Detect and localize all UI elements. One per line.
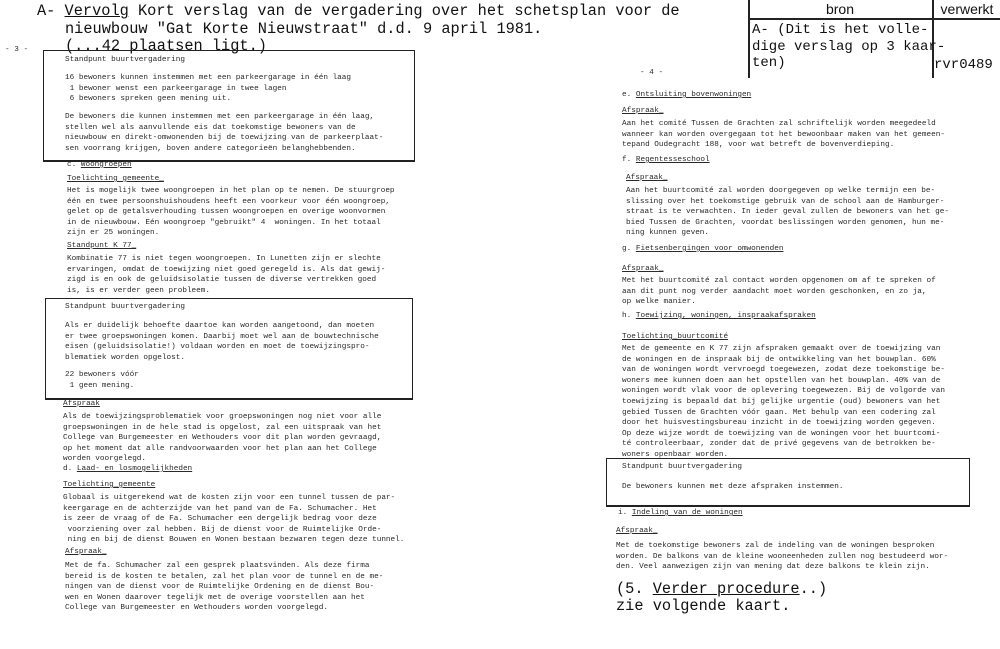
section-title: Ontsluiting bovenwoningen <box>635 91 752 99</box>
box3-text: De bewoners kunnen met deze afspraken instemmen. <box>622 483 844 491</box>
section-letter: i. <box>618 509 632 517</box>
section-title: Laad- en losmogelijkheden <box>76 465 193 473</box>
section-letter: g. <box>622 245 636 253</box>
footer-close: ..) <box>799 580 828 598</box>
section-d-sub1: Toelichting_gemeente <box>63 481 156 489</box>
section-c-heading <box>67 160 132 171</box>
header-prefix: A- <box>37 2 65 20</box>
bron-text: A- (Dit is het volle- dige verslag op 3 kaar- ten) <box>752 22 946 71</box>
section-d-para1: Globaal is uitgerekend wat de kosten zijn voor een tunnel tussen de par- keergarage en de achterzijde van het pand van de Fa. Schumacher. Het is zeer de vraag of de Fa. Schumacher een dergelijk bedrag voor deze voorziening over zal hebben. Bij de dienst voor de Ruimtelijke Orde- ning en bij de dienst Bouwen en Wonen bestaan bezwaren tegen deze tunnel. <box>63 494 405 545</box>
header-line1-text: Kort verslag van de vergadering over het schetsplan voor de <box>128 2 680 20</box>
section-c-para2: Kombinatie 77 is niet tegen woongroepen. In Lunetten zijn er slechte ervaringen, omdat de toewijzing niet goed geregeld is. Als dat gewij- zigd is en ook de geluidsisolatie tussen de diverse vertrekken goed is, is er verder geen probleem. <box>67 255 386 295</box>
box3-title: Standpunt buurtvergadering <box>622 463 742 471</box>
section-g-text: Met het buurtcomité zal contact worden opgenomen om af te spreken of aan dit punt nog verder aandacht moet worden geschonken, en zo ja, op welke manier. <box>622 277 936 307</box>
page-number-4: - 4 - <box>640 69 664 77</box>
column-bron: bron <box>825 1 855 17</box>
afspraak-c-title: Afspraak <box>63 400 100 408</box>
section-f-heading <box>622 155 710 166</box>
section-e-text: Aan het comité Tussen de Grachten zal schriftelijk worden meegedeeld wanneer kan worden overgegaan tot het bewoonbaar maken van het gemeen- tepand Oudegracht 188, voor wat betreft de bovenverdieping. <box>622 120 945 150</box>
section-i-sub: Afspraak_ <box>616 527 658 535</box>
footer-next-card: zie volgende kaart. <box>616 597 791 615</box>
box2-votes: 22 bewoners vóór 1 geen mening. <box>65 371 139 390</box>
section-c-sub2: Standpunt K 77_ <box>67 242 137 250</box>
section-g-sub: Afspraak_ <box>622 265 664 273</box>
afspraak-c-text: Als de toewijzingsproblematiek voor groepswoningen nog niet voor alle groepswoningen in de hele stad is opgelost, zal een uitspraak van het College van Burgemeester en Wethouders voor dit plan worden gevraagd, op het moment dat alle randvoorwaarden voor het plan aan het College worden voorgelegd. <box>63 413 382 464</box>
section-title: Toewijzing, woningen, inspraakafspraken <box>635 312 816 320</box>
section-c-sub1: Toelichting gemeente_ <box>67 175 164 183</box>
section-h-sub: Toelichting_buurtcomité <box>622 333 729 341</box>
box1-votes: 16 bewoners kunnen instemmen met een parkeergarage in één laag 1 bewoner wenst een parkeergarage in twee lagen 6 bewoners spreken geen mening uit. <box>65 74 352 104</box>
section-title: Indeling van de woningen <box>631 509 743 517</box>
section-letter: h. <box>622 312 636 320</box>
box1-title: Standpunt buurtvergadering <box>65 56 185 64</box>
section-title: Fietsenbergingen voor omwonenden <box>635 245 784 253</box>
section-i-heading <box>618 508 743 519</box>
section-e-heading <box>622 90 751 101</box>
section-e-sub: Afspraak_ <box>622 107 664 115</box>
box2-text: Als er duidelijk behoefte daartoe kan worden aangetoond, dan moeten er twee groepswoningen komen. Daarbij moet wel aan de bouwtechnische eisen (geluidsisolatie!) voldaan worden en moet de toewijzingspro- blematiek worden opgelost. <box>65 322 379 362</box>
card-header-line3: (...42 plaatsen ligt.) <box>65 37 267 55</box>
section-f-text: Aan het buurtcomité zal worden doorgegeven op welke termijn een be- slissing over het toekomstige gebruik van de school aan de Hamburger- straat is te verwachten. In ieder geval zullen de bewoners van het ge- bied Tussen de Grachten, voordat beslissingen worden genomen, hun me- ning kunnen geven. <box>626 187 949 238</box>
card-header-line1 <box>37 3 680 20</box>
card-header-rule <box>748 18 1000 20</box>
section-d-sub2: Afspraak_ <box>65 548 107 556</box>
footer-title: Verder procedure <box>652 580 800 598</box>
section-letter: d. <box>63 465 77 473</box>
section-d-para2: Met de fa. Schumacher zal een gesprek plaatsvinden. Als deze firma bereid is de kosten te betalen, zal het plan voor de tunnel en de me- ningen van de dienst voor de Ruimtelijke Ordening en de dienst Bou- wen en Wonen daarover tegelijk met de overige voorstellen aan het College van Burgemeester en Wethouders worden voorgelegd. <box>65 562 384 613</box>
section-h-text: Met de gemeente en K 77 zijn afspraken gemaakt over de toewijzing van de woningen en de inspraak bij de ontwikkeling van het bouwplan. 60% van de woningen wordt vervroegd toegewezen, zodat deze toekomstige be- woners mee kunnen doen aan het opstellen van het bouwplan. 40% van de woningen wordt vlak voor de oplevering toegewezen. Bij de volgorde van toewijzing is bepaald dat bij gelijke urgentie (oud) bewoners van het gebied Tussen de Grachten vóór gaan. Met behulp van een codering zal door het huisvestingsbureau inzicht in de toewijzing worden gegeven. Op deze wijze wordt de toewijzing van de woningen voor het buurtcomi- té controleerbaar, zonder dat de privé gegevens van de betrokken be- woners openbaar worden. <box>622 345 945 459</box>
section-letter: f. <box>622 156 636 164</box>
section-c-para1: Het is mogelijk twee woongroepen in het plan op te nemen. De stuurgroep één en twee persoonshuishoudens heeft een voorkeur voor één woongroep, gelet op de getalsverhouding tussen woongroepen en overige woonvormen in de nieuwbouw. Eén woongroep "gebruikt" 4 woningen. In het totaal zijn er 25 woningen. <box>67 187 395 238</box>
verwerkt-code: rvr0489 <box>934 57 993 73</box>
box1-text: De bewoners die kunnen instemmen met een parkeergarage in één laag, stellen wel als aanvullende eis dat toekomstige bewoners van de nieuwbouw en direkt-omwonenden bij de toewijzing van de parkeerplaat- sen voorrang krijgen, boven andere categorieën belanghebbenden. <box>65 113 384 153</box>
page-number-3: - 3 - <box>5 46 29 54</box>
section-f-sub: Afspraak_ <box>626 174 668 182</box>
footer-open: (5. <box>616 580 653 598</box>
section-title: Regentesseschool <box>635 156 710 164</box>
column-verwerkt: verwerkt <box>940 1 994 17</box>
section-letter: e. <box>622 91 636 99</box>
header-vervolg: Vervolg <box>64 2 129 20</box>
card-header-line2: nieuwbouw "Gat Korte Nieuwstraat" d.d. 9 april 1981. <box>65 20 543 38</box>
section-i-text: Met de toekomstige bewoners zal de indeling van de woningen besproken worden. De balkons van de kleine wooneenheden zullen nog bestudeerd wor- den. Veel aanwezigen zijn van mening dat deze balkons te klein zijn. <box>616 542 949 572</box>
box2-title: Standpunt buurtvergadering <box>65 303 185 311</box>
section-letter: c. <box>67 161 81 169</box>
section-title: Woongroepen <box>80 161 132 169</box>
section-d-heading <box>63 464 192 475</box>
footer-procedure <box>616 581 827 598</box>
section-h-heading <box>622 311 816 322</box>
section-g-heading <box>622 244 783 255</box>
